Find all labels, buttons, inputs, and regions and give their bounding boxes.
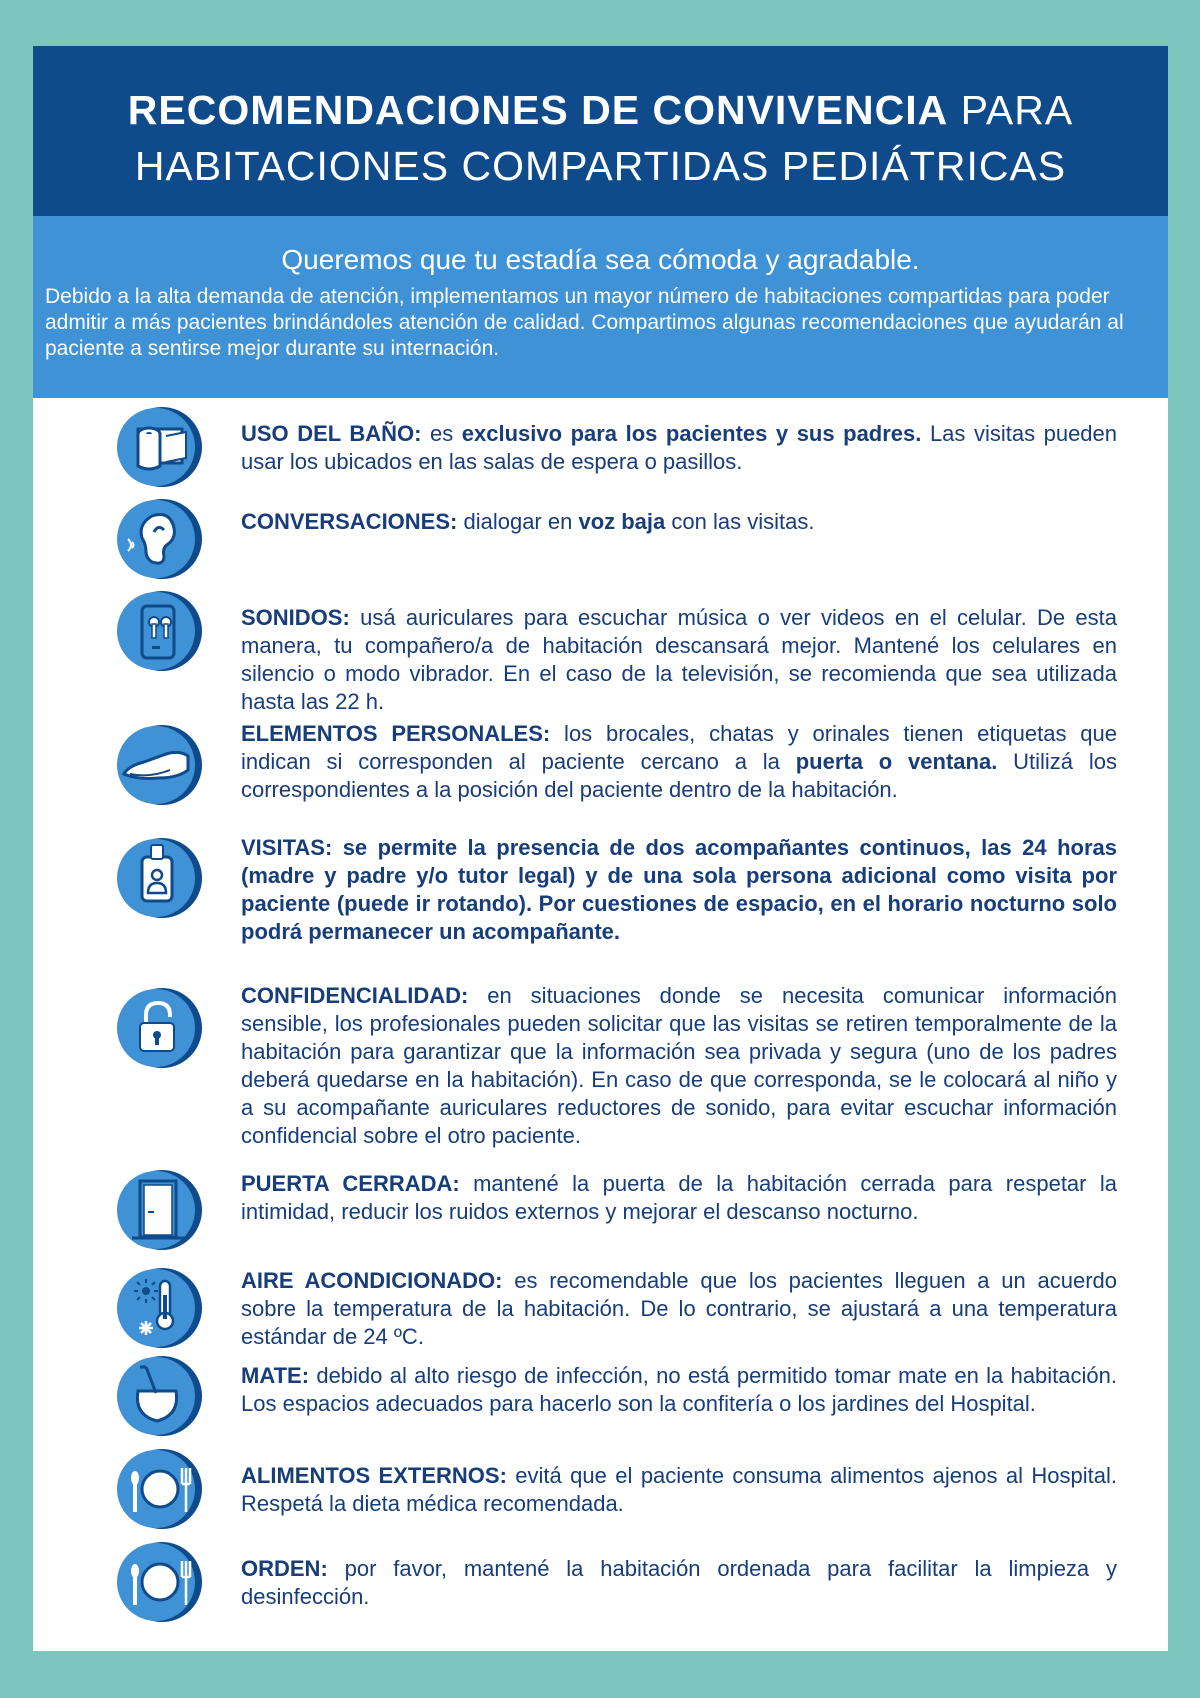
item-text-part: mantené la puerta de la habitación cerrada para respetar la intimidad, reducir los ruidos externos y mejorar el descanso nocturno. [241,1171,1117,1224]
item-text [241,420,1117,476]
item-text [241,1170,1117,1226]
door-icon [116,1167,202,1253]
item-text [241,1555,1117,1611]
item-title: MATE: [241,1363,310,1388]
plate-cutlery-icon [116,1539,202,1625]
item-text-part: Las visitas pueden usar los ubicados en las salas de espera o pasillos. [241,421,1118,474]
padlock-icon [116,985,202,1071]
item-title: CONVERSACIONES: [241,509,458,534]
item-text [241,720,1117,804]
intro-section [33,216,1168,398]
header-banner [33,46,1168,216]
intro-body: Debido a la alta demanda de atención, implementamos un mayor número de habitaciones compartidas para poder admitir a más pacientes brindándoles atención de calidad. Compartimos algunas recomendaciones que ayudarán al paciente a sentirse mejor durante su internación. [45,285,1124,360]
item-title: SONIDOS: [241,605,350,630]
bedpan-icon [116,722,202,808]
plate-cutlery-icon [116,1446,202,1532]
item-title: USO DEL BAÑO: [241,421,422,446]
item-text-part: por favor, mantené la habitación ordenada para facilitar la limpieza y desinfección. [241,1556,1117,1609]
title-light: PARA [948,87,1074,133]
item-title: PUERTA CERRADA: [241,1171,460,1196]
item-text-part: los brocales, chatas y orinales tienen etiquetas que indican si corresponden al paciente cercano a la [241,721,1117,774]
page-title-line1 [33,82,1168,138]
item-text [241,834,1117,946]
title-bold: RECOMENDACIONES DE CONVIVENCIA [127,87,949,133]
item-text-part: dialogar en [457,509,579,534]
item-text-part: evitá que el paciente consuma alimentos ajenos al Hospital. Respetá la dieta médica recomendada. [241,1463,1117,1516]
item-text-part: con las visitas. [665,509,815,534]
item-text [241,508,1117,536]
intro-lead: Queremos que tu estadía sea cómoda y agradable. [281,244,920,275]
item-text-emphasis: exclusivo para los pacientes y sus padres. [461,421,922,446]
item-title: VISITAS: [241,835,333,860]
item-text [241,1362,1117,1418]
item-title: ORDEN: [241,1556,328,1581]
ear-icon [116,496,202,582]
item-text-emphasis: se permite la presencia de dos acompañantes continuos, las 24 horas (madre y padre y/o tutor legal) y de una sola persona adicional como visita por paciente (puede ir rotando). Por cuestiones de espacio, en el horario nocturno solo podrá permanecer un acompañante. [241,835,1117,944]
item-text-emphasis: puerta o ventana. [795,749,998,774]
item-text [241,1462,1117,1518]
item-text-part: Utilizá los correspondientes a la posición del paciente dentro de la habitación. [241,749,1117,802]
item-text-part: debido al alto riesgo de infección, no está permitido tomar mate en la habitación. Los espacios adecuados para hacerlo son la confitería o los jardines del Hospital. [241,1363,1117,1416]
item-text [241,1267,1117,1351]
item-title: AIRE ACONDICIONADO: [241,1268,503,1293]
item-text [241,982,1117,1150]
item-title: ALIMENTOS EXTERNOS: [241,1463,507,1488]
phone-earbuds-icon [116,588,202,674]
item-title: ELEMENTOS PERSONALES: [241,721,551,746]
page-title-line2: HABITACIONES COMPARTIDAS PEDIÁTRICAS [134,143,1067,189]
item-text-part: usá auriculares para escuchar música o ver videos en el celular. De esta manera, tu compañero/a de habitación descansará mejor. Mantené los celulares en silencio o modo vibrador. En el caso de la televisión, se recomienda que sea utilizada hasta las 22 h. [241,605,1117,714]
poster [33,46,1168,1651]
toilet-paper-icon [116,404,202,490]
thermometer-icon [116,1265,202,1351]
item-text-part: es recomendable que los pacientes lleguen a un acuerdo sobre la temperatura de la habitación. De lo contrario, se ajustará a una temperatura estándar de 24 ºC. [241,1268,1117,1349]
item-text-part: en situaciones donde se necesita comunicar información sensible, los profesionales pueden solicitar que las visitas se retiren temporalmente de la habitación para garantizar que la información sea privada y segura (uno de los padres deberá quedarse en la habitación). En caso de que corresponda, se le colocará al niño y a su acompañante auriculares reductores de sonido, para evitar escuchar información confidencial sobre el otro paciente. [241,983,1117,1148]
mate-icon [116,1353,202,1439]
visitor-badge-icon [116,835,202,921]
item-text-part: es [421,421,462,446]
item-text [241,604,1117,716]
item-title: CONFIDENCIALIDAD: [241,983,469,1008]
item-text-emphasis: voz baja [578,509,666,534]
